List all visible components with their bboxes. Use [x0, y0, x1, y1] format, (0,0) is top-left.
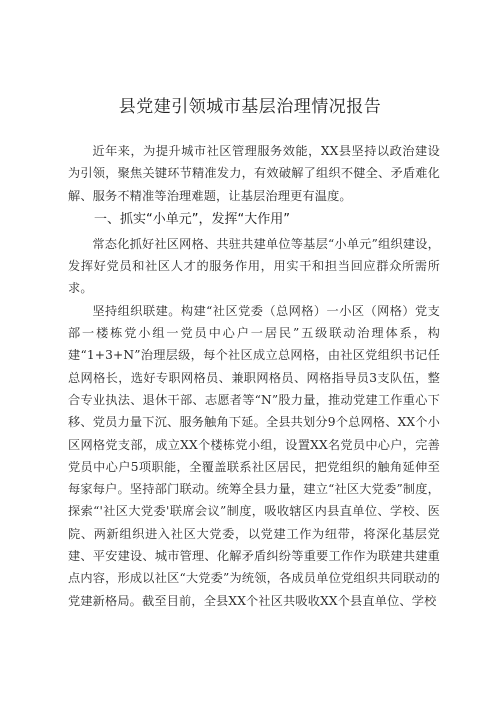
section-heading: 一、抓实“小单元”，发挥“大作用” — [94, 211, 290, 227]
intro-paragraph: 近年来，为提升城市社区管理服务效能，XX县坚持以政治建设为引领，聚焦关键环节精准发力，有效破解了组织不健全、矛盾难化解、服务不精准等治理难题，让基层治理更有温度。 — [68, 144, 440, 203]
section-paragraph: 常态化抓好社区网格、共驻共建单位等基层“小单元”组织建设，发挥好党员和社区人才的服务作用，用实干和担当回应群众所需所求。 — [68, 236, 440, 296]
document-title: 县党建引领城市基层治理情况报告 — [118, 97, 382, 117]
document-body — [68, 140, 440, 612]
section-paragraph: 坚持组织联建。构建“社区党委（总网格）一小区（网格）党支部一楼栋党小组一党员中心户一居民”五级联动治理体系，构建“1+3+N”治理层级，每个社区成立总网格，由社区党组织书记任总网格长，选好专职网格员、兼职网格员、网格指导员3支队伍，整合专业执法、退休干部、志愿者等“N”股力量，推动党建工作重心下移、党员力量下沉、服务触角下延。全县共划分9个总网格、XX个小区网格党支部，成立XX个楼栋党小组，设置XX名党员中心户，完善党员中心户5项职能，全覆盖联系社区居民，把党组织的触角延伸至每家每户。坚持部门联动。统筹全县力量，建立“社区大党委”制度，探索“'社区大党委'联席会议”制度，吸收辖区内县直单位、学校、医院、两新组织进入社区大党委，以党建工作为纽带，将深化基层党建、平安建设、城市管理、化解矛盾纠纷等重要工作作为联建共建重点内容，形成以社区“大党委”为统领，各成员单位党组织共同联动的党建新格局。截至目前，全县XX个社区共吸收XX个县直单位、学校 — [68, 303, 440, 608]
